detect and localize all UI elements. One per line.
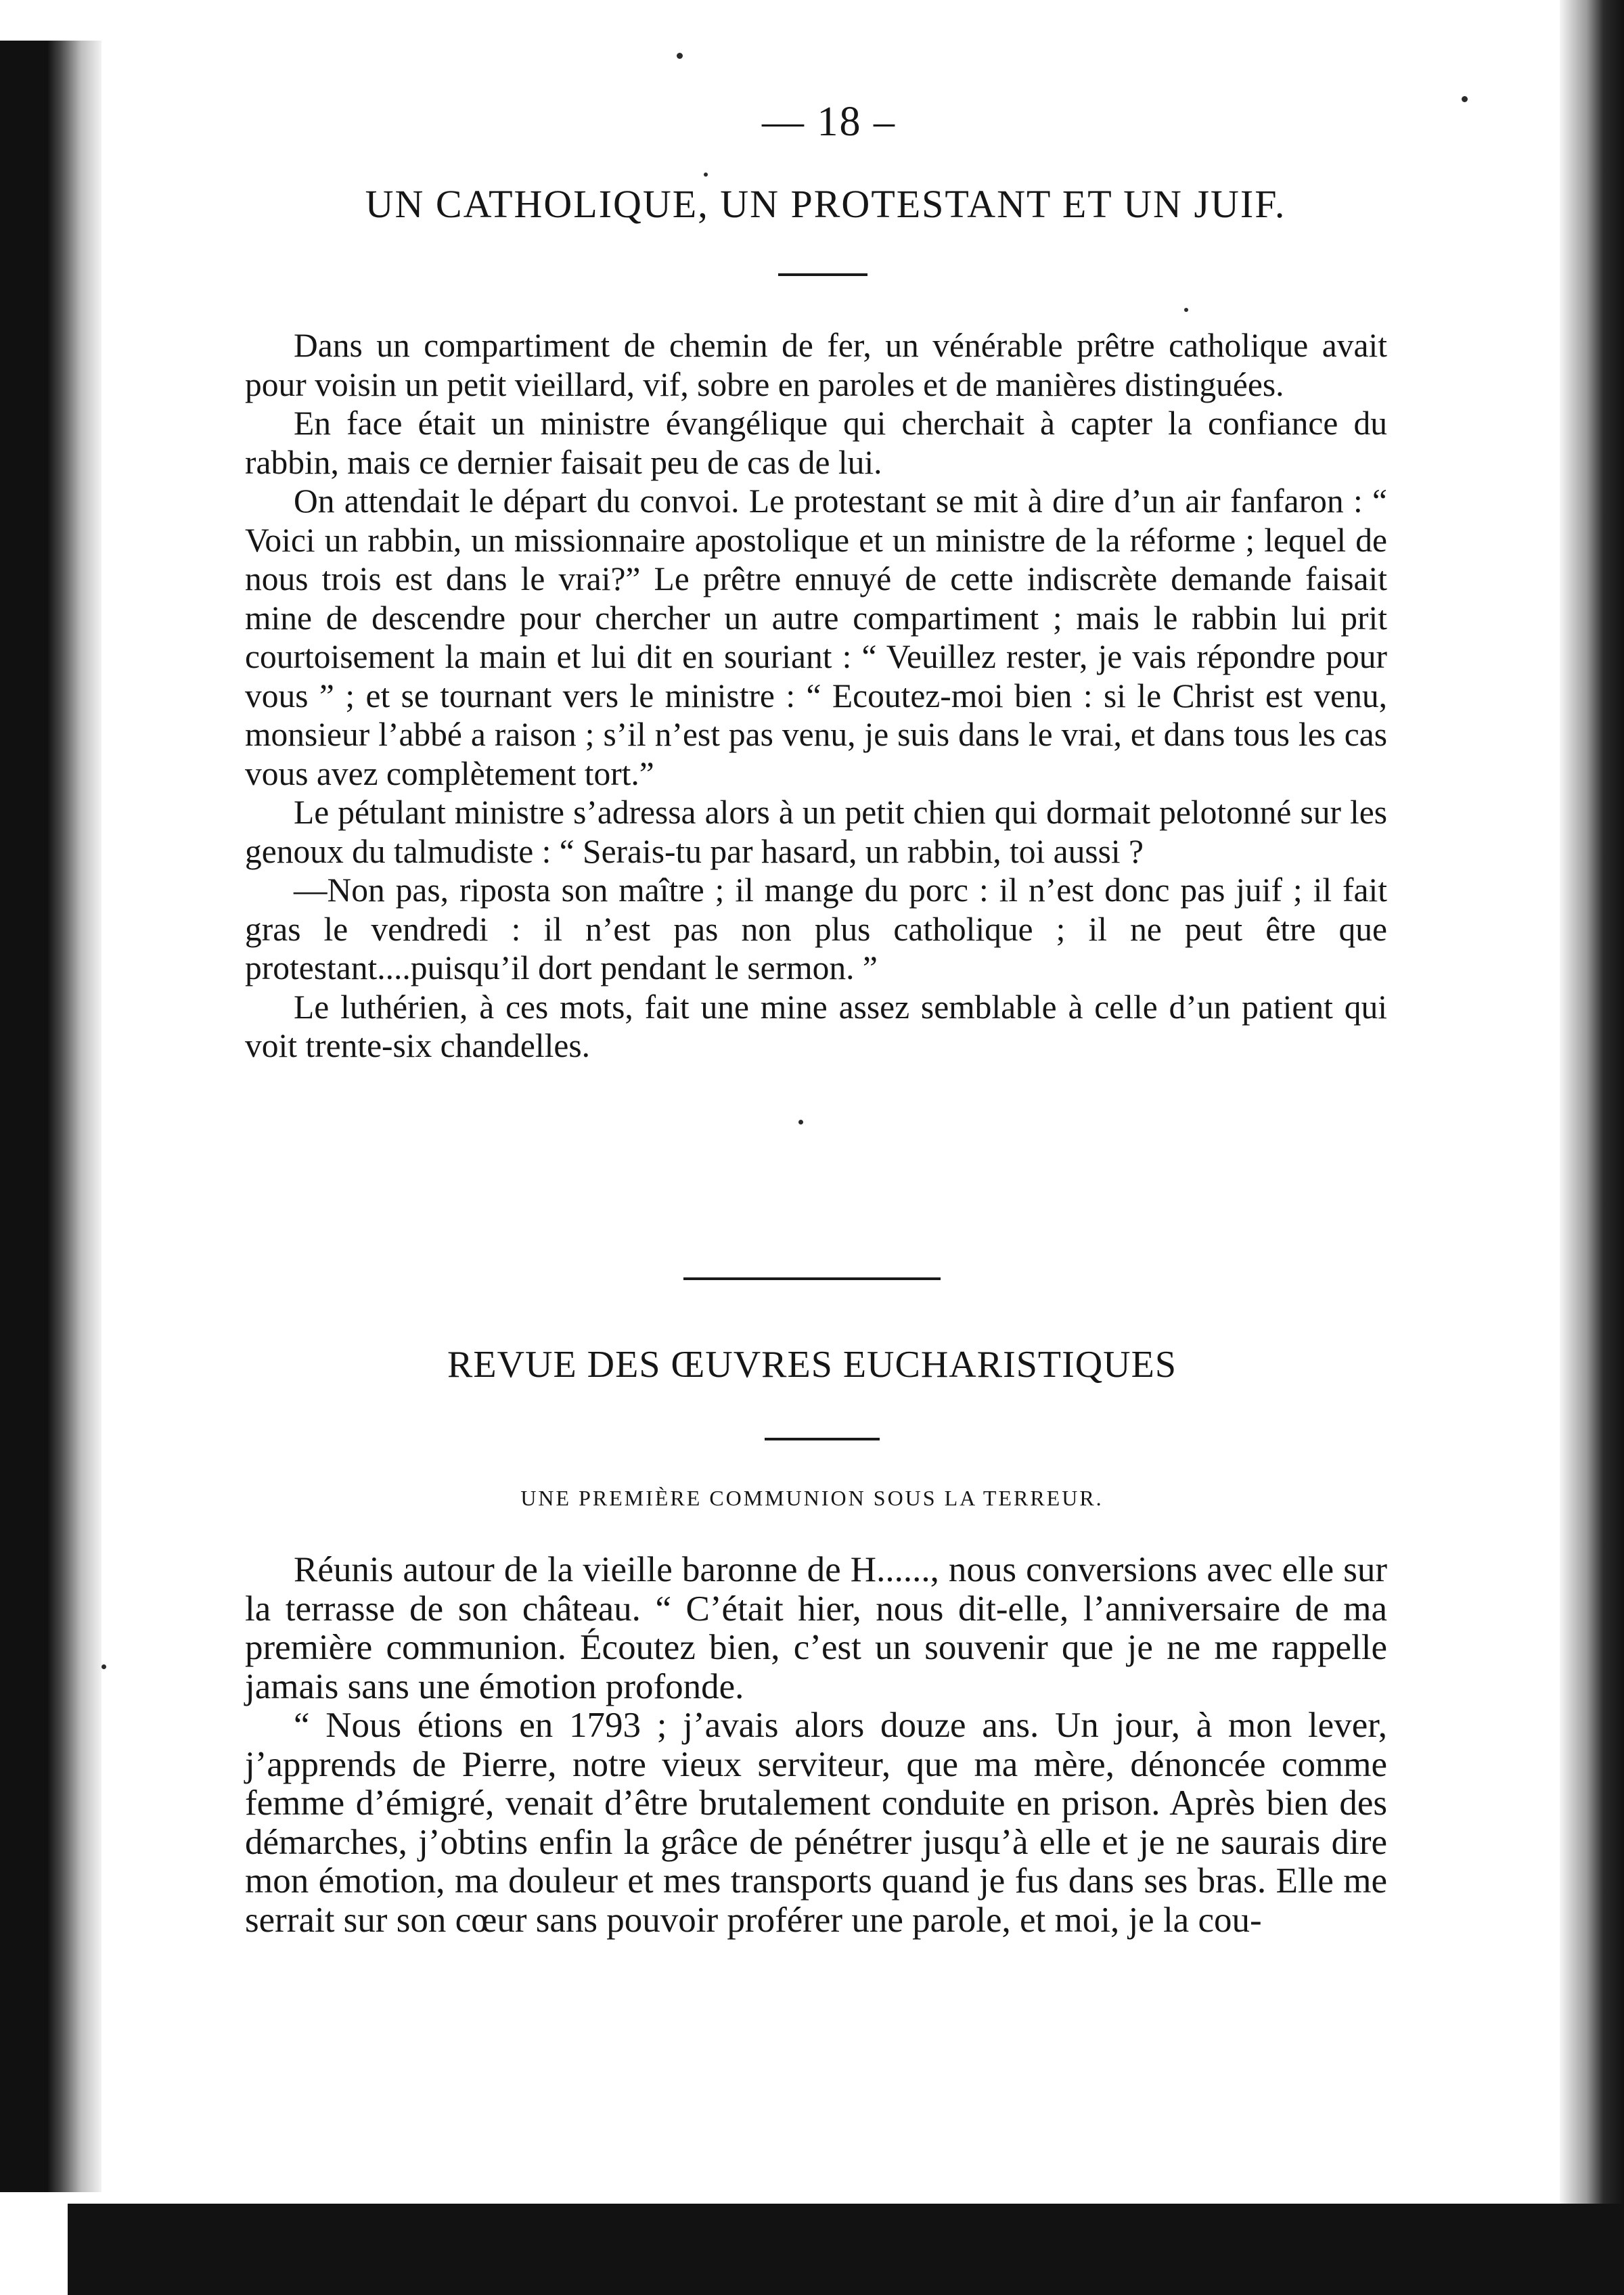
ink-speck — [798, 1120, 803, 1124]
paragraph: Le luthérien, à ces mots, fait une mine assez semblable à celle d’un patient qui voit trente-six chandelles. — [245, 988, 1387, 1064]
ink-speck — [677, 53, 683, 59]
section-title-rule — [765, 1438, 880, 1440]
paragraph: Le pétulant ministre s’adressa alors à un petit chien qui dormait pelotonné sur les genoux du talmudiste : “ Serais-tu par hasard, un rabbin, toi aussi ? — [245, 794, 1387, 870]
paragraph: “ Nous étions en 1793 ; j’avais alors douze ans. Un jour, à mon lever, j’apprends de Pierre, notre vieux serviteur, que ma mère, dénoncée comme femme d’émigré, venait d’être brutalement conduite en prison. Après bien des démarches, j’obtins enfin la grâce de pénétrer jusqu’à elle et je ne saurais dire mon émotion, ma douleur et mes transports quand je fus dans ses bras. Elle me serrait sur son cœur sans pouvoir proférer une parole, et moi, je la cou- — [245, 1706, 1387, 1940]
paragraph: On attendait le départ du convoi. Le protestant se mit à dire d’un air fanfaron : “ Voici un rabbin, un missionnaire apostolique et un ministre de la réforme ; lequel de nous trois est dans le vrai?” Le prêtre ennuyé de cette indiscrète demande faisait mine de descendre pour chercher un autre compartiment ; mais le rabbin lui prit courtoisement la main et lui dit en souriant : “ Veuillez rester, je vais répondre pour vous ” ; et se tournant vers le ministre : “ Ecoutez-moi bien : si le Christ est venu, monsieur l’abbé a raison ; s’il n’est pas venu, je suis dans le vrai, et dans tous les cas vous avez complètement tort.” — [245, 482, 1387, 792]
ink-speck — [704, 173, 708, 177]
scan-edge-bottom — [68, 2204, 1624, 2295]
article-title: UN CATHOLIQUE, UN PROTESTANT ET UN JUIF. — [365, 182, 1286, 226]
paragraph: Dans un compartiment de chemin de fer, un vénérable prêtre catholique avait pour voisin un petit vieillard, vif, sobre en paroles et de manières distinguées. — [245, 327, 1387, 403]
section-divider — [683, 1277, 941, 1280]
ink-speck — [1462, 96, 1468, 102]
scan-edge-right — [1560, 0, 1624, 2295]
section-subtitle: UNE PREMIÈRE COMMUNION SOUS LA TERREUR. — [520, 1486, 1104, 1510]
section-title: REVUE DES ŒUVRES EUCHARISTIQUES — [447, 1344, 1177, 1386]
paragraph: Réunis autour de la vieille baronne de H......, nous conversions avec elle sur la terrasse de son château. “ C’était hier, nous dit-elle, l’anniversaire de ma première communion. Écoutez bien, c’est un souvenir que je ne me rappelle jamais sans une émotion profonde. — [245, 1550, 1387, 1706]
section-body — [245, 1551, 1387, 1940]
title-rule — [778, 273, 867, 276]
paragraph: —Non pas, riposta son maître ; il mange du porc : il n’est donc pas juif ; il fait gras le vendredi : il n’est pas non plus catholique ; il ne peut être que protestant....puisqu’il dort pendant le sermon. ” — [245, 871, 1387, 986]
scan-edge-left — [0, 41, 102, 2192]
ink-speck — [1184, 308, 1188, 312]
ink-speck — [102, 1664, 106, 1669]
page-number: — 18 – — [762, 99, 896, 145]
article-body — [245, 326, 1387, 1066]
paragraph: En face était un ministre évangélique qui cherchait à capter la confiance du rabbin, mais ce dernier faisait peu de cas de lui. — [245, 405, 1387, 481]
